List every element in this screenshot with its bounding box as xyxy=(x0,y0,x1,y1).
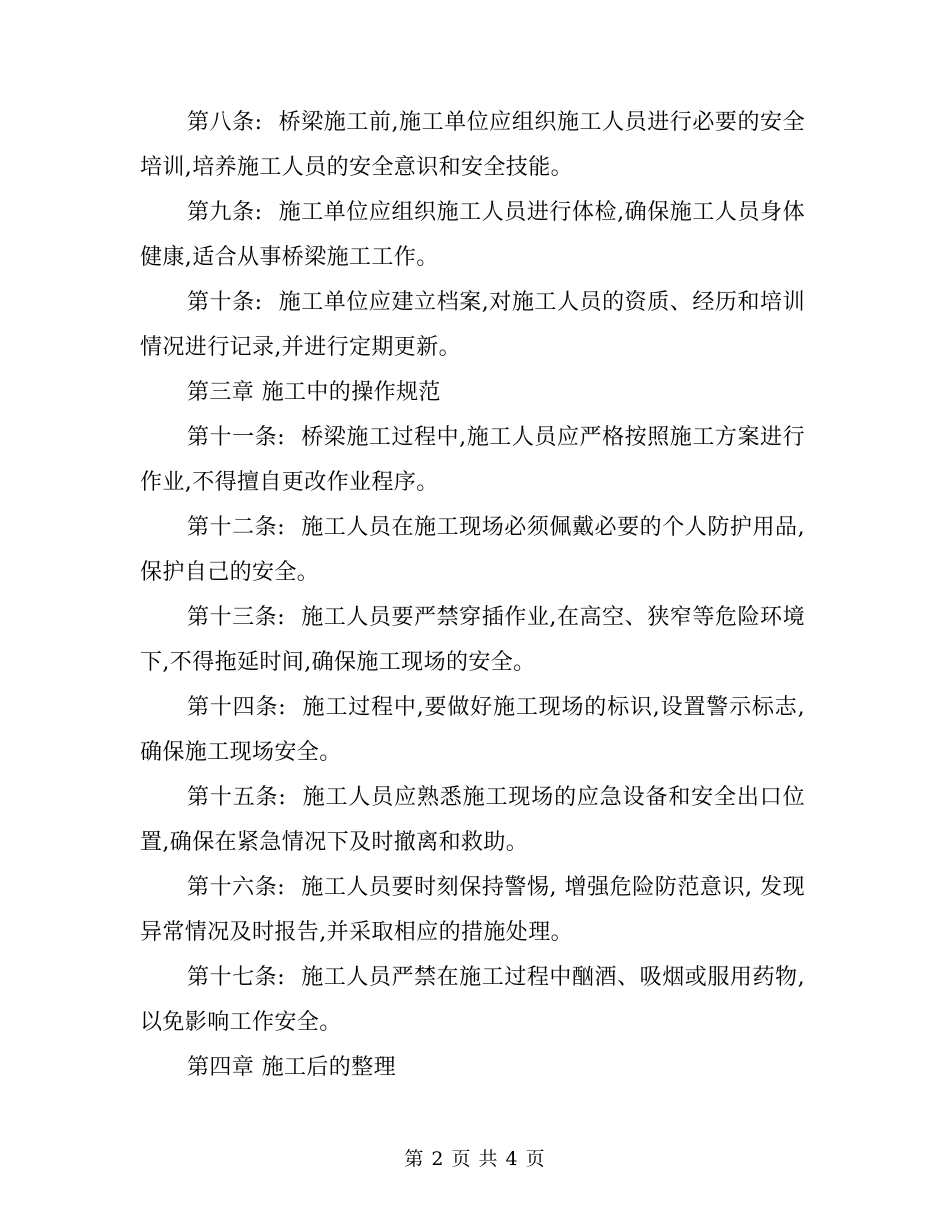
article-text: 施工人员严禁在施工过程中酗酒、吸烟或服用药物,以免影响工作安全。 xyxy=(140,965,805,1035)
article-label: 第八条: xyxy=(187,110,263,135)
article-text: 施工人员要严禁穿插作业,在高空、狭窄等危险环境下,不得拖延时间,确保施工现场的安全。 xyxy=(140,605,805,675)
article-label: 第十三条: xyxy=(187,605,286,630)
article-text: 施工人员要时刻保持警惕, 增强危险防范意识, 发现异常情况及时报告,并采取相应的措施处理。 xyxy=(140,875,805,945)
article-14 xyxy=(140,685,805,775)
article-label: 第十四条: xyxy=(187,695,287,720)
page-number-footer: 第 2 页 共 4 页 xyxy=(404,1148,546,1170)
article-label: 第十五条: xyxy=(187,785,287,810)
article-text: 桥梁施工过程中,施工人员应严格按照施工方案进行作业,不得擅自更改作业程序。 xyxy=(140,425,805,495)
article-text: 施工单位应组织施工人员进行体检,确保施工人员身体健康,适合从事桥梁施工工作。 xyxy=(140,200,805,270)
article-label: 第十条: xyxy=(187,290,263,315)
article-15 xyxy=(140,775,805,865)
article-8 xyxy=(140,100,805,190)
article-label: 第十七条: xyxy=(187,965,286,990)
article-9 xyxy=(140,190,805,280)
article-13 xyxy=(140,595,805,685)
chapter-3-heading: 第三章 施工中的操作规范 xyxy=(187,380,441,405)
article-12 xyxy=(140,505,805,595)
article-label: 第九条: xyxy=(187,200,263,225)
chapter-4-heading: 第四章 施工后的整理 xyxy=(187,1055,396,1080)
article-label: 第十二条: xyxy=(187,515,286,540)
document-body xyxy=(140,100,805,1090)
article-label: 第十一条: xyxy=(187,425,286,450)
article-text: 施工人员应熟悉施工现场的应急设备和安全出口位置,确保在紧急情况下及时撤离和救助。 xyxy=(140,785,805,855)
article-17 xyxy=(140,955,805,1045)
article-text: 施工过程中,要做好施工现场的标识,设置警示标志,确保施工现场安全。 xyxy=(140,695,805,765)
article-label: 第十六条: xyxy=(187,875,286,900)
article-text: 施工单位应建立档案,对施工人员的资质、经历和培训情况进行记录,并进行定期更新。 xyxy=(140,290,805,360)
article-11 xyxy=(140,415,805,505)
article-10 xyxy=(140,280,805,370)
article-16 xyxy=(140,865,805,955)
article-text: 施工人员在施工现场必须佩戴必要的个人防护用品,保护自己的安全。 xyxy=(140,515,805,585)
article-text: 桥梁施工前,施工单位应组织施工人员进行必要的安全培训,培养施工人员的安全意识和安全技能。 xyxy=(140,110,805,180)
